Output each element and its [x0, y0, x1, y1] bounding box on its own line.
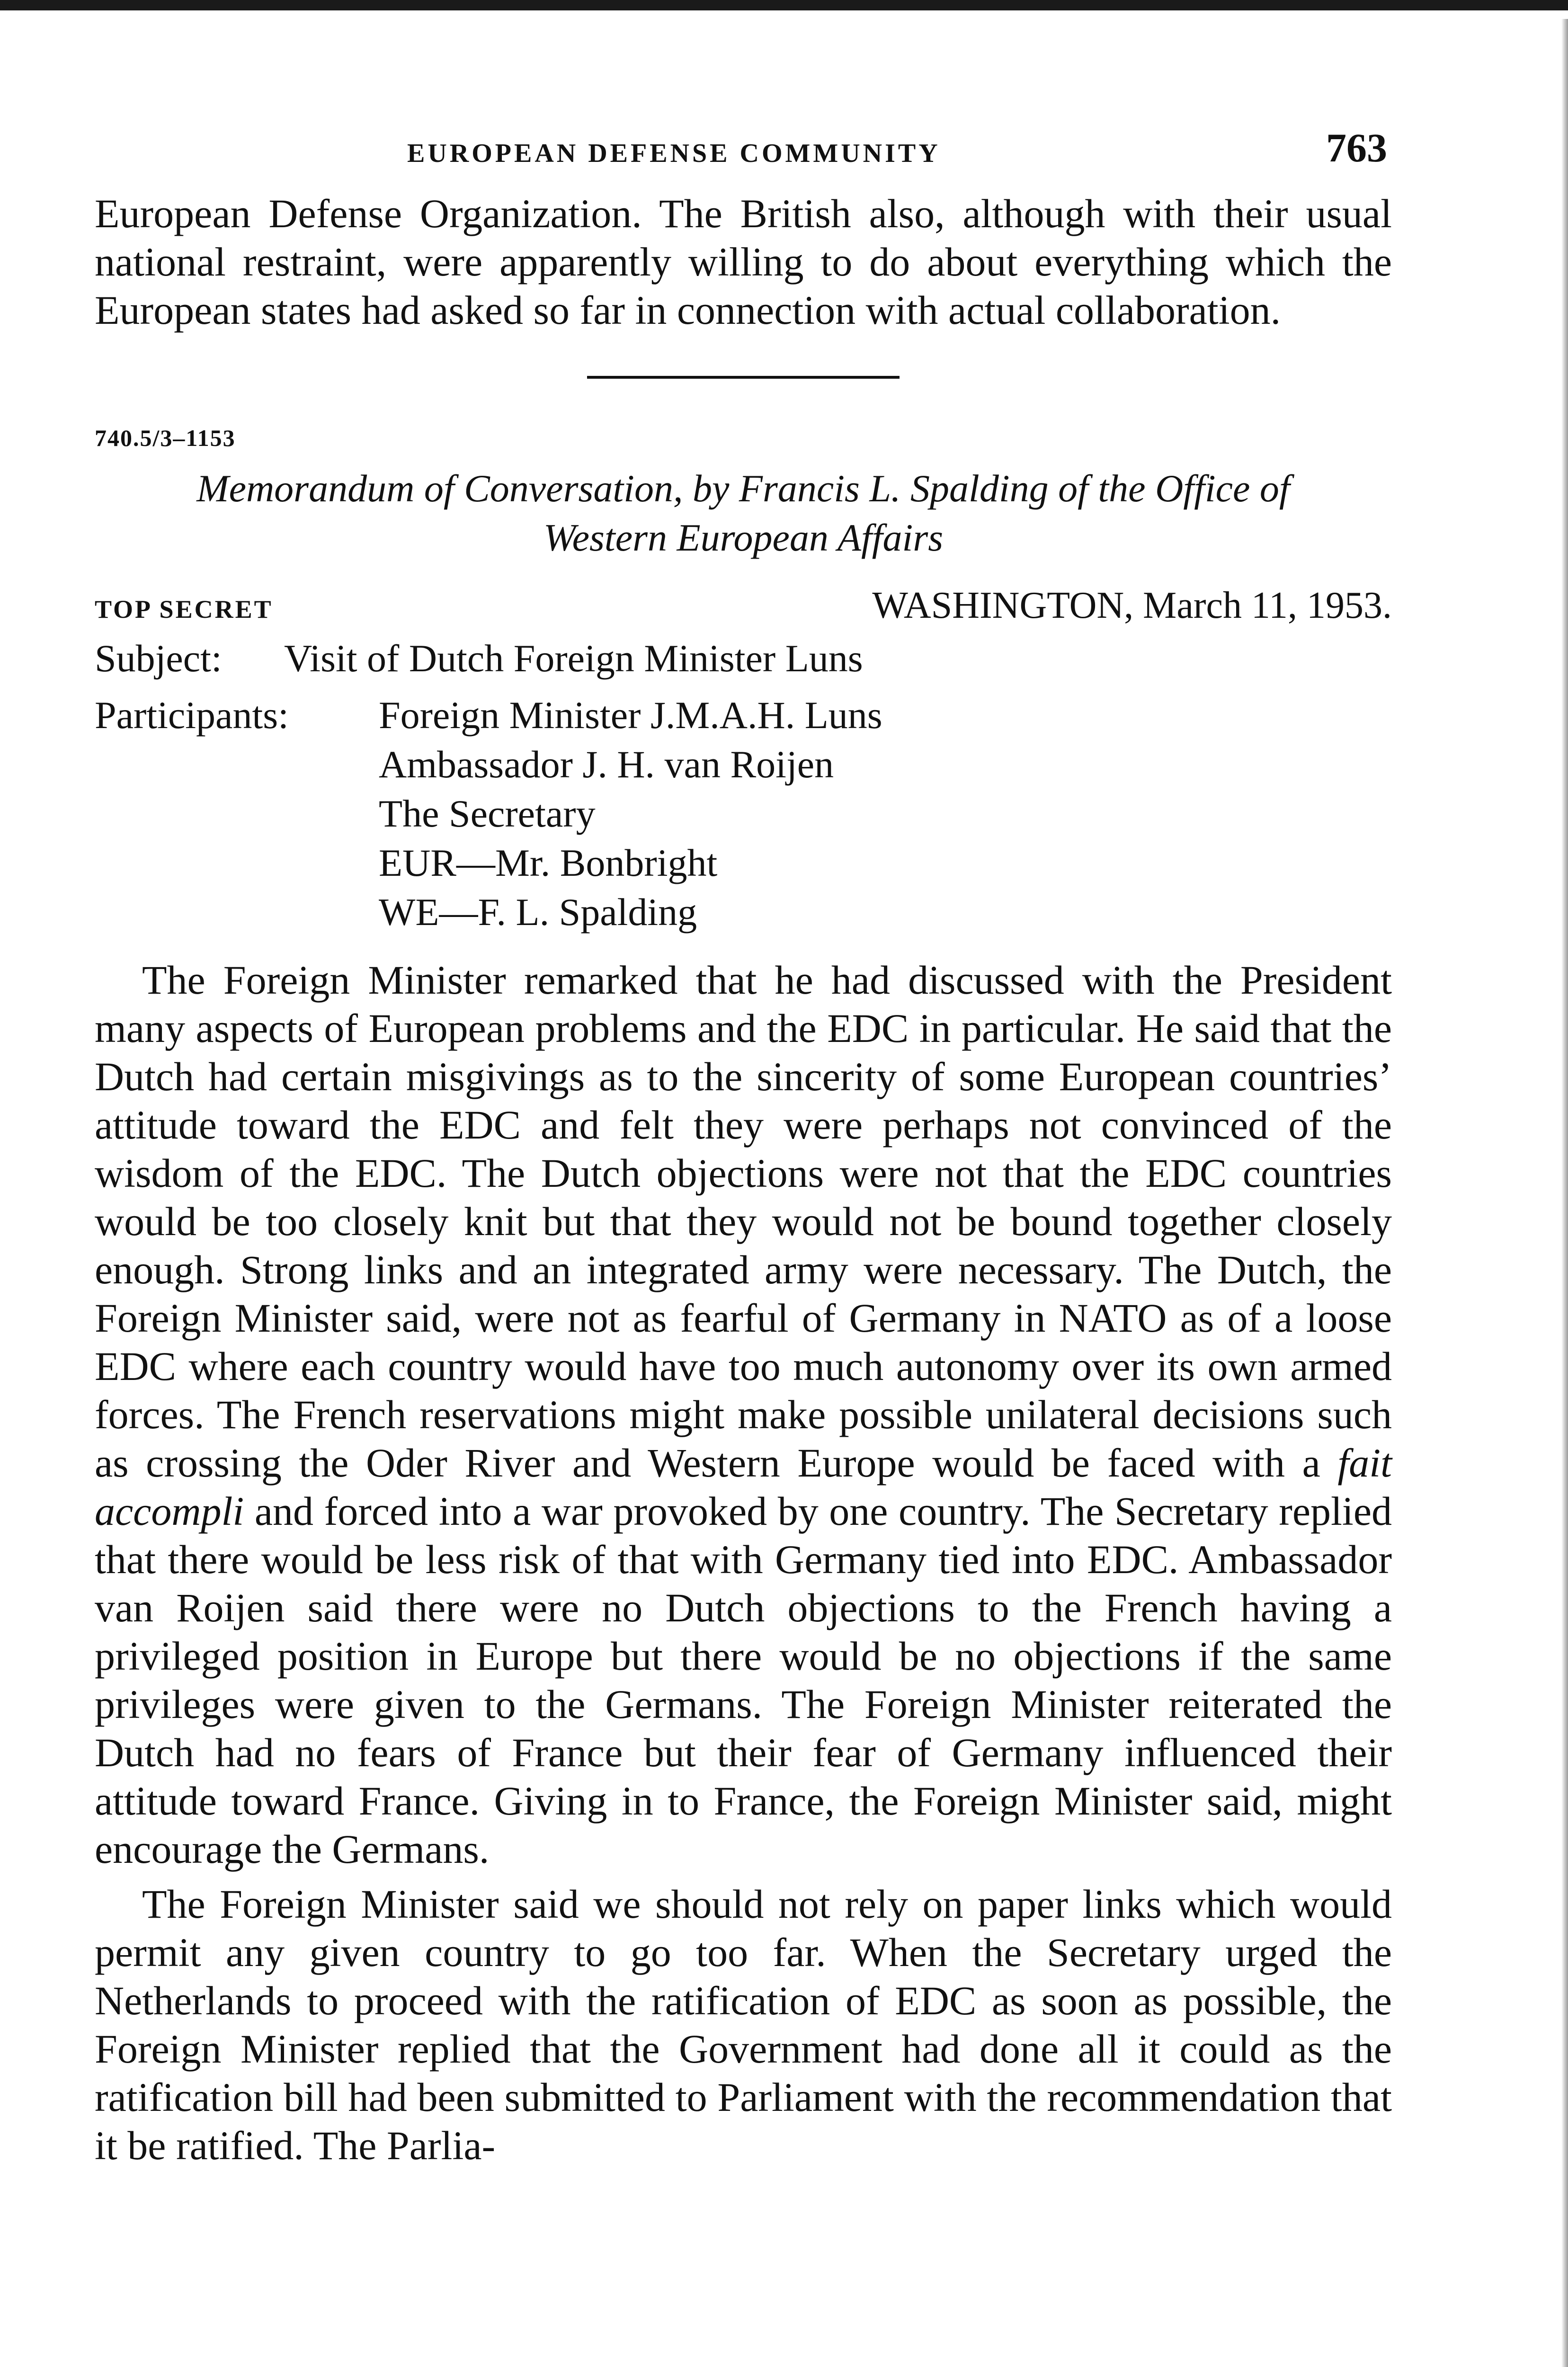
section-separator — [587, 376, 900, 379]
paragraph-text: and forced into a war provoked by one country. The Secretary replied that there would be less risk of that with Germany tied into EDC. Ambassador van Roijen said there were no Dutch objections to the French having a privileged position in Europe but there would be no objections if the same privileges were given to the Germans. The Foreign Minister reiterated the Dutch had no fears of France but their fear of Germany influenced their attitude toward France. Giving in to France, the Foreign Minister said, might encourage the Germans. — [95, 1488, 1392, 1872]
book-page — [95, 118, 1392, 2170]
document-title — [95, 464, 1392, 562]
subject-row — [95, 634, 1392, 683]
dateline-row — [95, 584, 1392, 627]
scan-top-border — [0, 0, 1568, 10]
running-title: EUROPEAN DEFENSE COMMUNITY — [407, 139, 941, 168]
document-title-line-1: Memorandum of Conversation, by Francis L. Spalding of the Office of — [196, 467, 1290, 510]
participants-label: Participants: — [95, 694, 289, 737]
participant: EUR—Mr. Bonbright — [379, 841, 718, 884]
running-head — [95, 118, 1392, 185]
participant: WE—F. L. Spalding — [379, 890, 697, 934]
page-number: 763 — [1326, 125, 1387, 170]
document-title-line-2: Western European Affairs — [543, 516, 944, 559]
paragraph-text: The Foreign Minister remarked that he had discussed with the President many aspects of European problems and the EDC in particular. He said that the Dutch had certain misgivings as to the sincerity of some European countries’ attitude toward the EDC and felt they were perhaps not convinced of the wisdom of the EDC. The Dutch objections were not that the EDC countries would be too closely knit but that they would not be bound together closely enough. Strong links and an integrated army were necessary. The Dutch, the Foreign Minister said, were not as fearful of Germany in NATO as of a loose EDC where each country would have too much autonomy over its own armed forces. The French reservations might make possible unilateral decisions such as crossing the Oder River and Western Europe would be faced with a — [95, 957, 1392, 1486]
italic-phrase: fait accompli — [95, 1440, 1392, 1534]
body-paragraph-1 — [95, 956, 1392, 1873]
classification-marking: TOP SECRET — [95, 595, 273, 623]
participants-list — [379, 691, 882, 937]
subject-label: Subject: — [95, 637, 222, 680]
participant: Ambassador J. H. van Roijen — [379, 743, 834, 786]
subject-value: Visit of Dutch Foreign Minister Luns — [284, 637, 863, 680]
participants-row — [95, 691, 1392, 937]
participant: Foreign Minister J.M.A.H. Luns — [379, 694, 882, 737]
body-paragraph-2: The Foreign Minister said we should not rely on paper links which would permit any given country to go too far. When the Secretary urged the Netherlands to proceed with the ratification of EDC as soon as possible, the Foreign Minister replied that the Government had done all it could as the ratification bill had been submitted to Parliament with the recommendation that it be ratified. The Parlia- — [95, 1881, 1392, 2168]
dateline: WASHINGTON, March 11, 1953. — [872, 585, 1392, 626]
scan-page-edge — [1561, 19, 1568, 2367]
continuation-paragraph: European Defense Organization. The British also, although with their usual national restraint, were apparently willing to do about everything which the European states had asked so far in connection with actual collaboration. — [95, 191, 1392, 333]
file-number: 740.5/3–1153 — [95, 425, 236, 451]
participant: The Secretary — [379, 792, 596, 835]
